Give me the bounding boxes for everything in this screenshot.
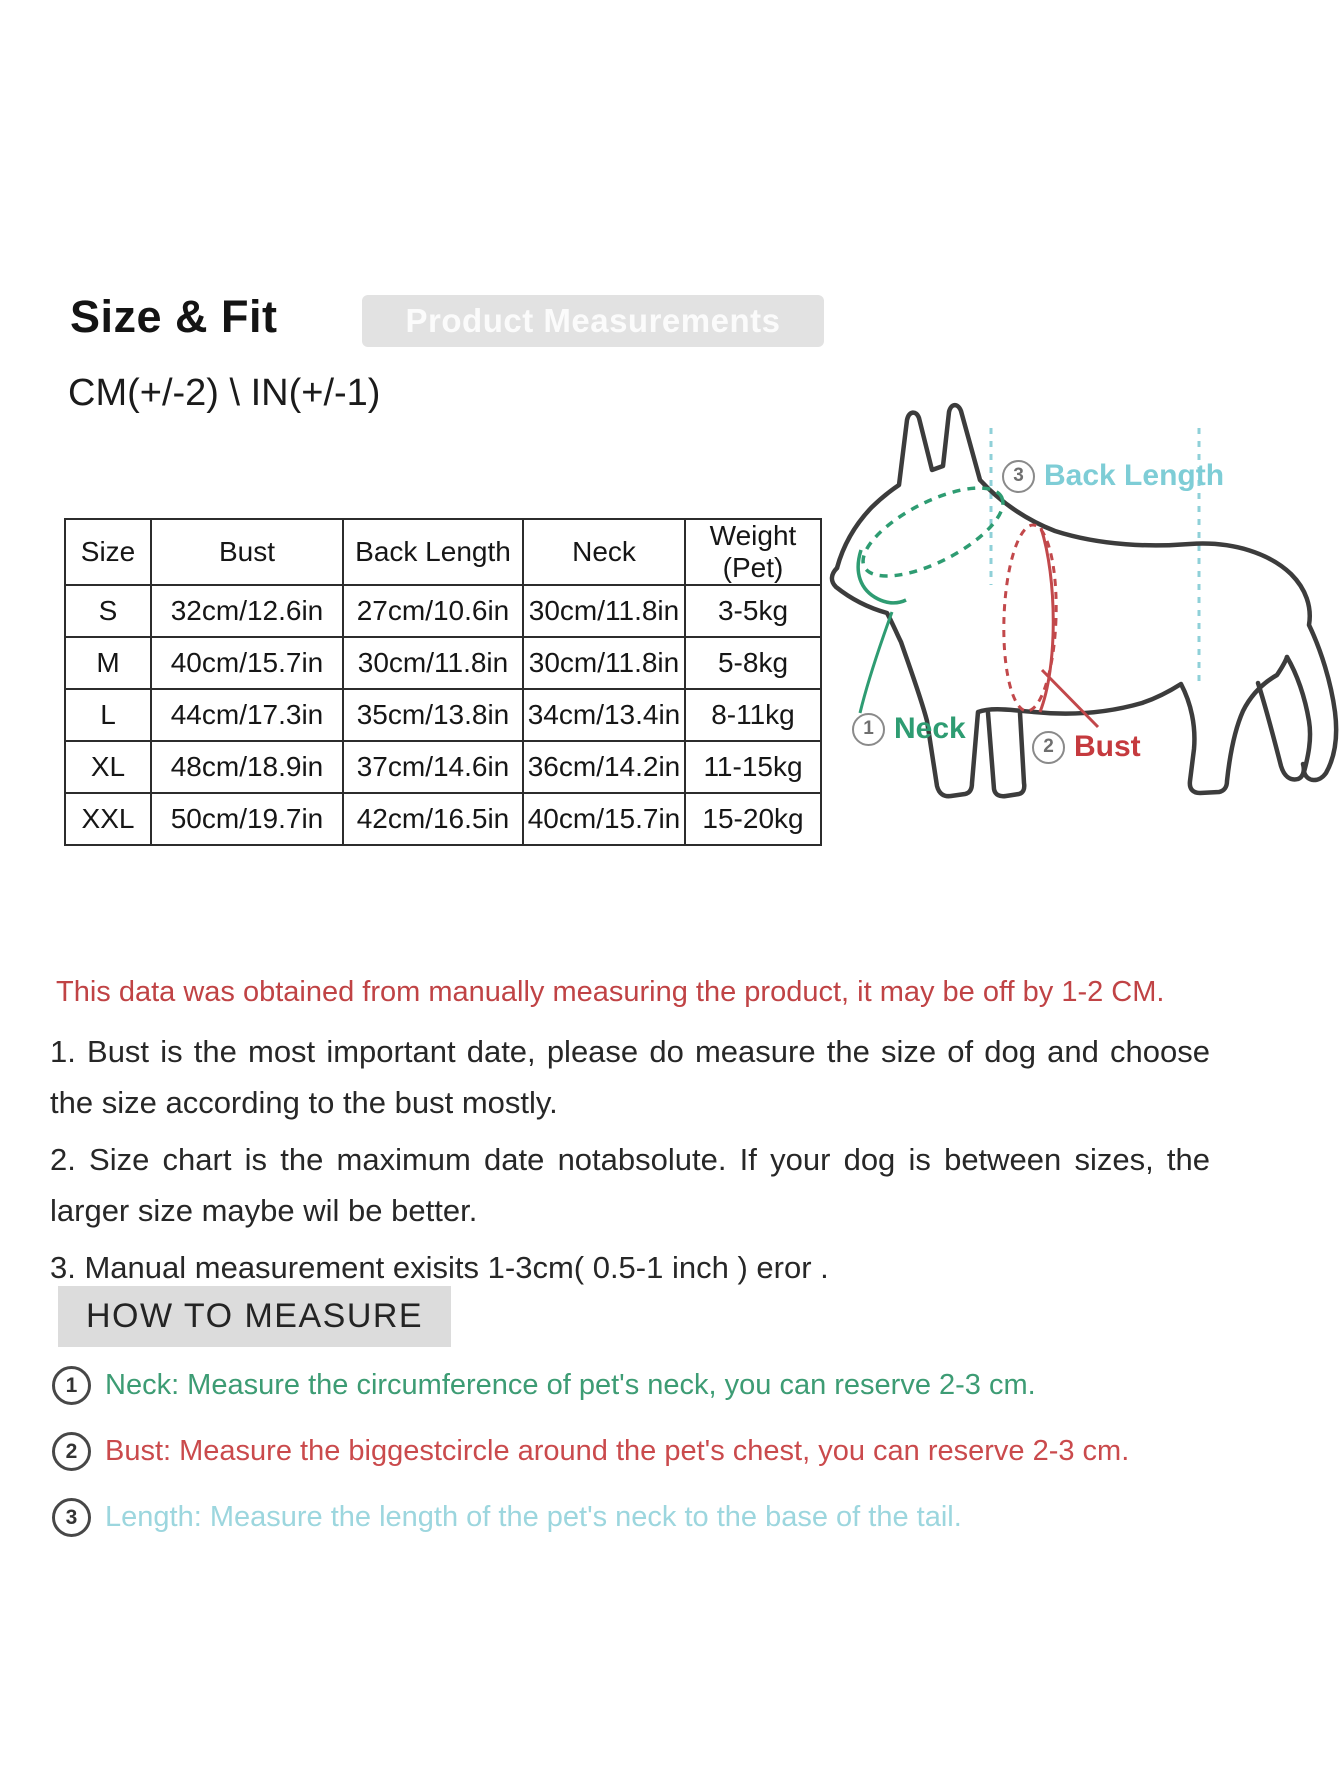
measure-step-bust bbox=[52, 1432, 1129, 1471]
back-length-label-text: Back Length bbox=[1044, 459, 1225, 492]
cell-neck: 36cm/14.2in bbox=[523, 741, 685, 793]
neck-label bbox=[852, 712, 966, 746]
cell-size: XL bbox=[65, 741, 151, 793]
product-measurements-badge: Product Measurements bbox=[362, 295, 824, 347]
cell-neck: 34cm/13.4in bbox=[523, 689, 685, 741]
disclaimer-text: This data was obtained from manually measuring the product, it may be off by 1-2 CM. bbox=[56, 976, 1165, 1008]
circled-number-3: 3 bbox=[1002, 460, 1035, 493]
cell-size: L bbox=[65, 689, 151, 741]
table-header-row bbox=[65, 519, 821, 585]
measure-step-neck bbox=[52, 1366, 1129, 1405]
table-row bbox=[65, 793, 821, 845]
cell-size: M bbox=[65, 637, 151, 689]
cell-back-length: 30cm/11.8in bbox=[343, 637, 523, 689]
tolerance-note: CM(+/-2) \ IN(+/-1) bbox=[68, 372, 381, 414]
circled-number-2: 2 bbox=[52, 1432, 91, 1471]
cell-size: S bbox=[65, 585, 151, 637]
measure-step-bust-text: Bust: Measure the biggestcircle around the pet's chest, you can reserve 2-3 cm. bbox=[105, 1435, 1130, 1467]
bust-label bbox=[1032, 730, 1141, 764]
cell-bust: 40cm/15.7in bbox=[151, 637, 343, 689]
col-header-neck: Neck bbox=[523, 519, 685, 585]
cell-back-length: 42cm/16.5in bbox=[343, 793, 523, 845]
how-to-measure-steps bbox=[52, 1366, 1129, 1537]
col-header-weight: Weight (Pet) bbox=[685, 519, 821, 585]
table-row bbox=[65, 741, 821, 793]
cell-bust: 32cm/12.6in bbox=[151, 585, 343, 637]
col-header-back-length: Back Length bbox=[343, 519, 523, 585]
circled-number-1: 1 bbox=[52, 1366, 91, 1405]
cell-back-length: 27cm/10.6in bbox=[343, 585, 523, 637]
bust-label-text: Bust bbox=[1074, 730, 1141, 763]
cell-weight: 11-15kg bbox=[685, 741, 821, 793]
size-table bbox=[64, 518, 822, 846]
note-1: 1. Bust is the most important date, please do measure the size of dog and choose the size according to the bust mostly. bbox=[50, 1034, 1210, 1120]
circled-number-2: 2 bbox=[1032, 731, 1065, 764]
circled-number-1: 1 bbox=[852, 713, 885, 746]
cell-back-length: 35cm/13.8in bbox=[343, 689, 523, 741]
col-header-size: Size bbox=[65, 519, 151, 585]
back-length-label bbox=[1002, 459, 1224, 493]
cell-bust: 48cm/18.9in bbox=[151, 741, 343, 793]
measure-step-length-text: Length: Measure the length of the pet's neck to the base of the tail. bbox=[105, 1501, 962, 1533]
cell-weight: 3-5kg bbox=[685, 585, 821, 637]
cell-bust: 44cm/17.3in bbox=[151, 689, 343, 741]
table-row bbox=[65, 689, 821, 741]
cell-neck: 30cm/11.8in bbox=[523, 585, 685, 637]
measure-step-length bbox=[52, 1498, 1129, 1537]
notes-block bbox=[50, 1026, 1210, 1299]
measure-step-neck-text: Neck: Measure the circumference of pet's neck, you can reserve 2-3 cm. bbox=[105, 1369, 1036, 1401]
page-title: Size & Fit bbox=[70, 291, 278, 342]
table-row bbox=[65, 585, 821, 637]
cell-bust: 50cm/19.7in bbox=[151, 793, 343, 845]
bust-measure-marks bbox=[1001, 524, 1098, 727]
cell-back-length: 37cm/14.6in bbox=[343, 741, 523, 793]
note-3: 3. Manual measurement exisits 1-3cm( 0.5-1 inch ) eror . bbox=[50, 1250, 829, 1285]
neck-label-text: Neck bbox=[894, 712, 966, 745]
circled-number-3: 3 bbox=[52, 1498, 91, 1537]
how-to-measure-heading: HOW TO MEASURE bbox=[58, 1286, 451, 1347]
note-2: 2. Size chart is the maximum date notabsolute. If your dog is between sizes, the larger size maybe wil be better. bbox=[50, 1142, 1210, 1228]
cell-weight: 5-8kg bbox=[685, 637, 821, 689]
table-row bbox=[65, 637, 821, 689]
cell-neck: 30cm/11.8in bbox=[523, 637, 685, 689]
cell-size: XXL bbox=[65, 793, 151, 845]
cell-weight: 15-20kg bbox=[685, 793, 821, 845]
cell-weight: 8-11kg bbox=[685, 689, 821, 741]
cell-neck: 40cm/15.7in bbox=[523, 793, 685, 845]
col-header-bust: Bust bbox=[151, 519, 343, 585]
